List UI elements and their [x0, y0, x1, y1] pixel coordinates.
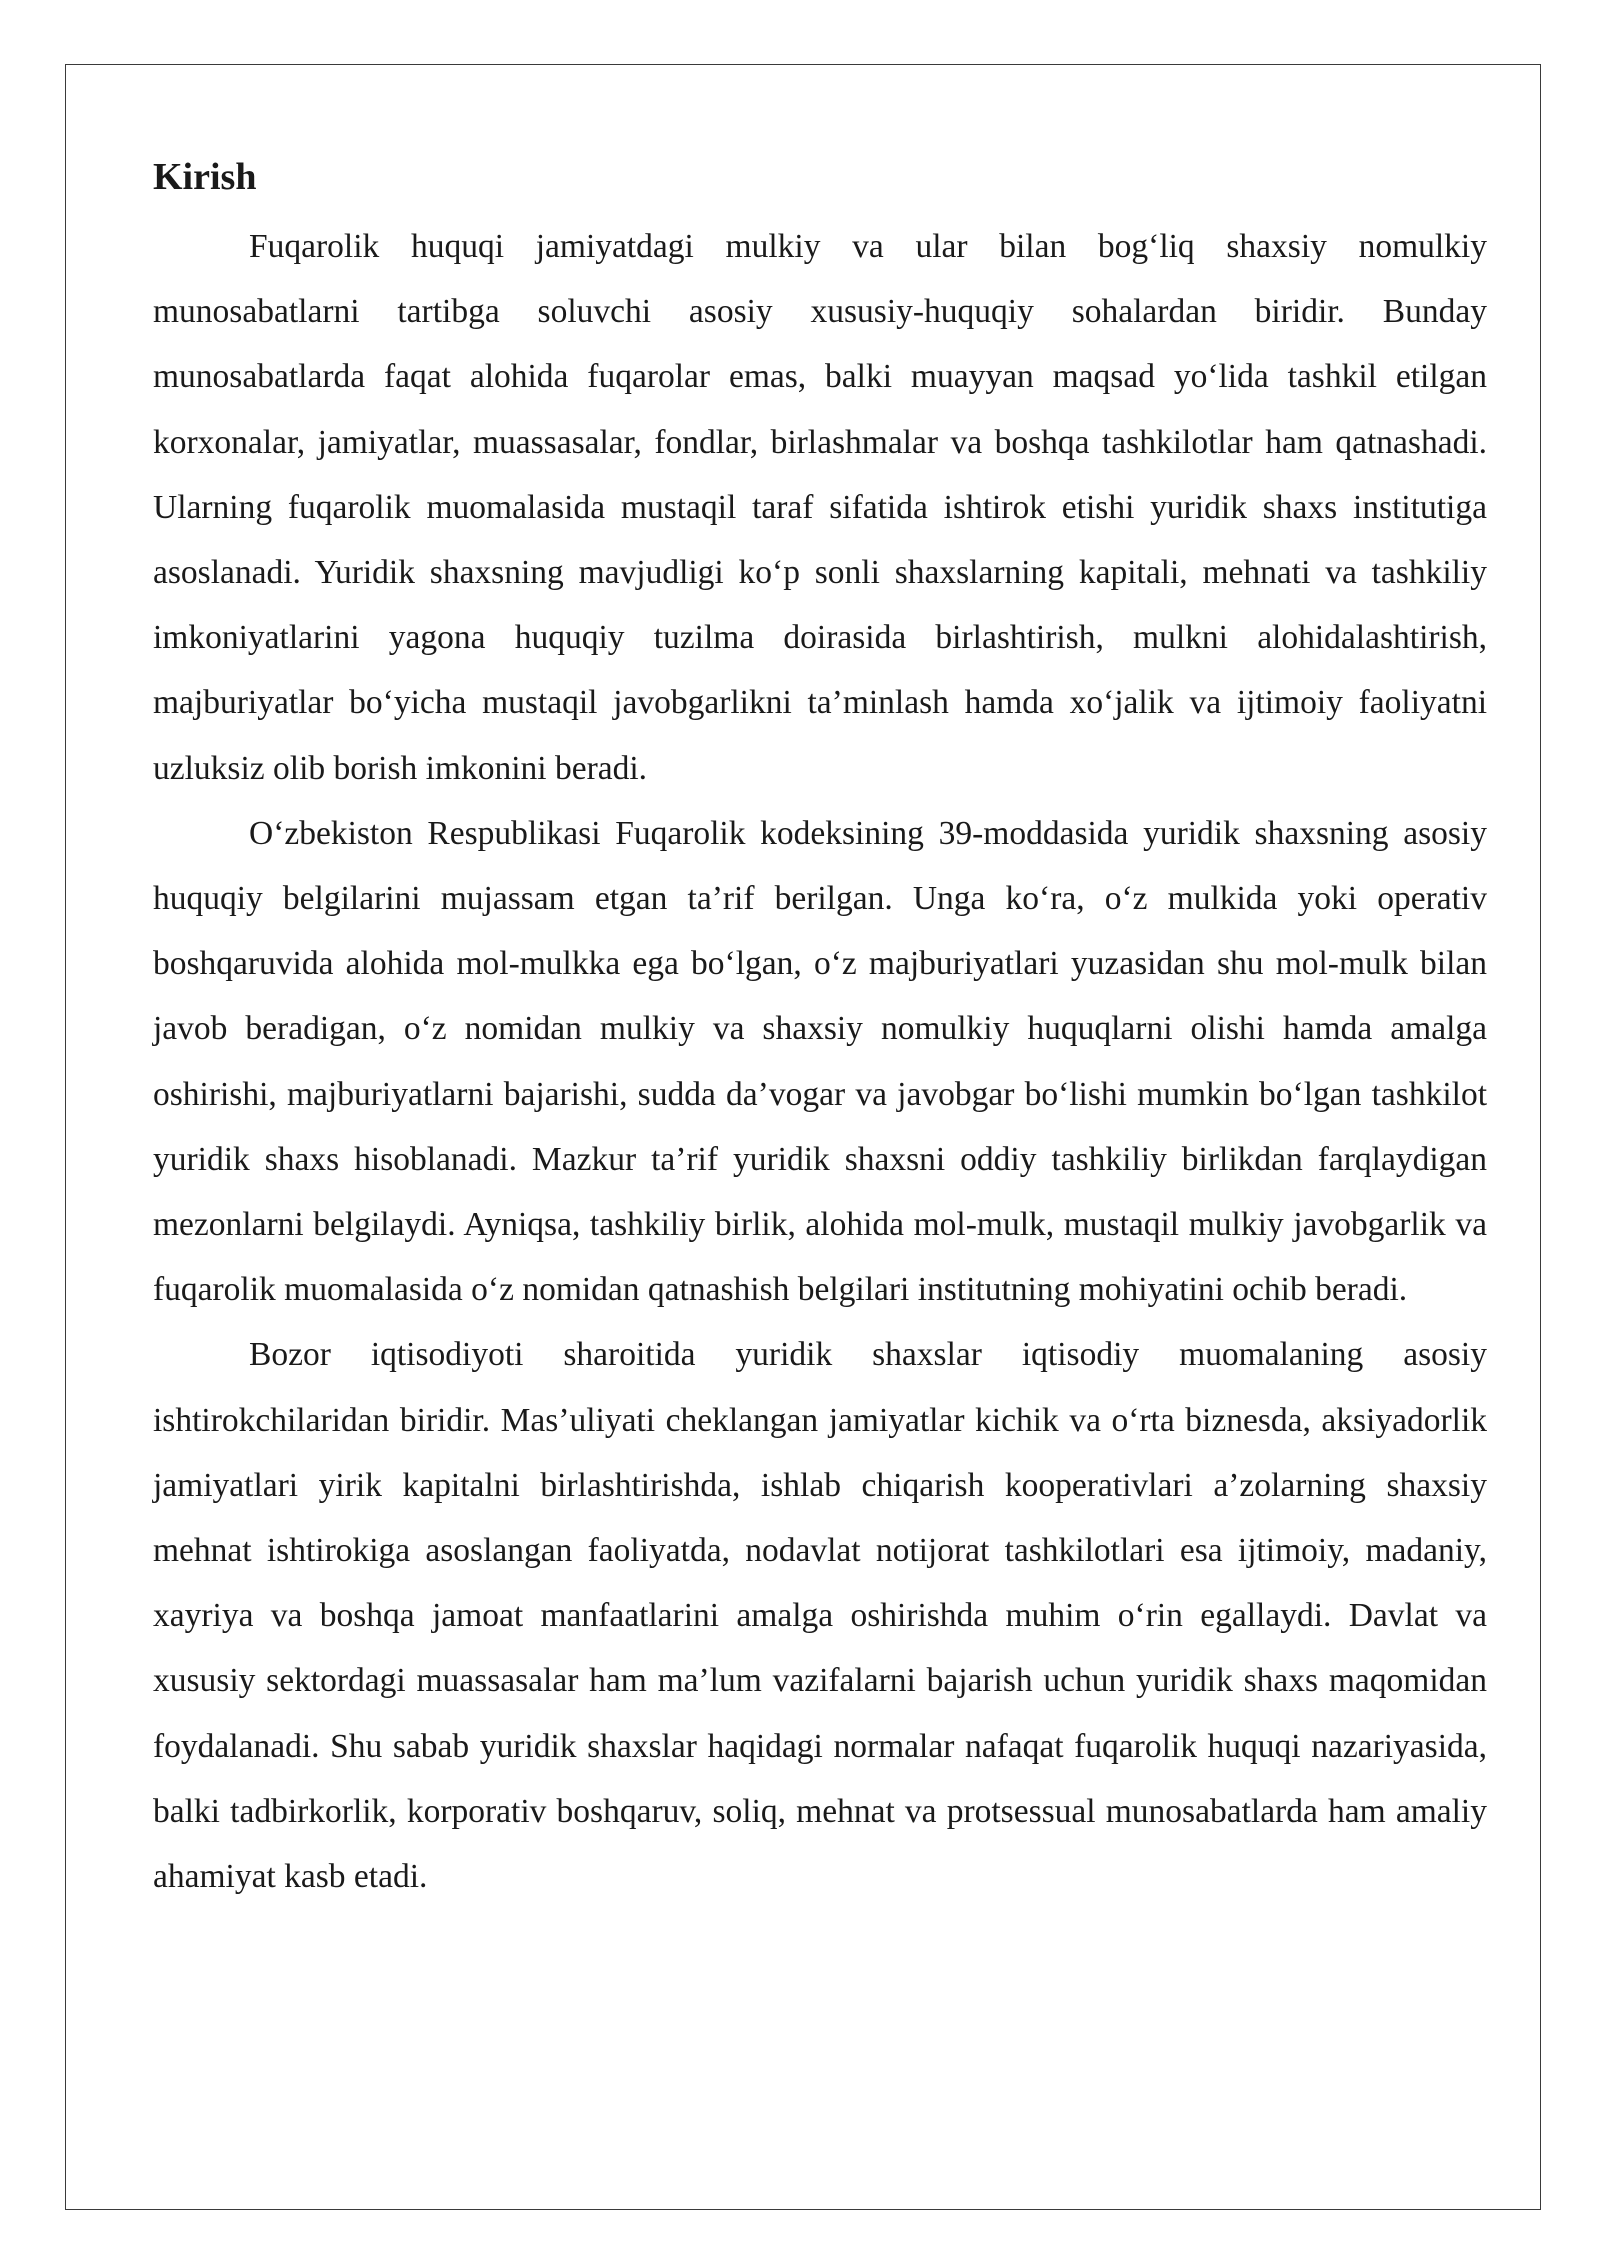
- paragraph-intro: Fuqarolik huquqi jamiyatdagi mulkiy va ular bilan bog‘liq shaxsiy nomulkiy munosabatlarni tartibga soluvchi asosiy xususiy-huquqiy sohalardan biridir. Bunday munosabatlarda faqat alohida fuqarolar emas, balki muayyan maqsad yo‘lida tashkil etilgan korxonalar, jamiyatlar, muassasalar, fondlar, birlashmalar va boshqa tashkilotlar ham qatnashadi. Ularning fuqarolik muomalasida mustaqil taraf sifatida ishtirok etishi yuridik shaxs institutiga asoslanadi. Yuridik shaxsning mavjudligi ko‘p sonli shaxslarning kapitali, mehnati va tashkiliy imkoniyatlarini yagona huquqiy tuzilma doirasida birlashtirish, mulkni alohidalashtirish, majburiyatlar bo‘yicha mustaqil javobgarlikni ta’minlash hamda xo‘jalik va ijtimoiy faoliyatni uzluksiz olib borish imkonini beradi.: [153, 228, 1487, 787]
- paragraph-market-role: Bozor iqtisodiyoti sharoitida yuridik shaxslar iqtisodiy muomalaning asosiy ishtirokchilaridan biridir. Mas’uliyati cheklangan jamiyatlar kichik va o‘rta biznesda, aksiyadorlik jamiyatlari yirik kapitalni birlashtirishda, ishlab chiqarish kooperativlari a’zolarning shaxsiy mehnat ishtirokiga asoslangan faoliyatda, nodavlat notijorat tashkilotlari esa ijtimoiy, madaniy, xayriya va boshqa jamoat manfaatlarini amalga oshirishda muhim o‘rin egallaydi. Davlat va xususiy sektordagi muassasalar ham ma’lum vazifalarni bajarish uchun yuridik shaxs maqomidan foydalanadi. Shu sabab yuridik shaxslar haqidagi normalar nafaqat fuqarolik huquqi nazariyasida, balki tadbirkorlik, korporativ boshqaruv, soliq, mehnat va protsessual munosabatlarda ham amaliy ahamiyat kasb etadi.: [153, 1336, 1487, 1896]
- paragraph-definition: O‘zbekiston Respublikasi Fuqarolik kodeksining 39-moddasida yuridik shaxsning asosiy huquqiy belgilarini mujassam etgan ta’rif berilgan. Unga ko‘ra, o‘z mulkida yoki operativ boshqaruvida alohida mol-mulkka ega bo‘lgan, o‘z majburiyatlari yuzasidan shu mol-mulk bilan javob beradigan, o‘z nomidan mulkiy va shaxsiy nomulkiy huquqlarni olishi hamda amalga oshirishi, majburiyatlarni bajarishi, sudda da’vogar va javobgar bo‘lishi mumkin bo‘lgan tashkilot yuridik shaxs hisoblanadi. Mazkur ta’rif yuridik shaxsni oddiy tashkiliy birlikdan farqlaydigan mezonlarni belgilaydi. Ayniqsa, tashkiliy birlik, alohida mol-mulk, mustaqil mulkiy javobgarlik va fuqarolik muomalasida o‘z nomidan qatnashish belgilari institutning mohiyatini ochib beradi.: [153, 814, 1487, 1309]
- section-heading: Kirish: [153, 156, 257, 198]
- document-body: [153, 147, 1487, 1909]
